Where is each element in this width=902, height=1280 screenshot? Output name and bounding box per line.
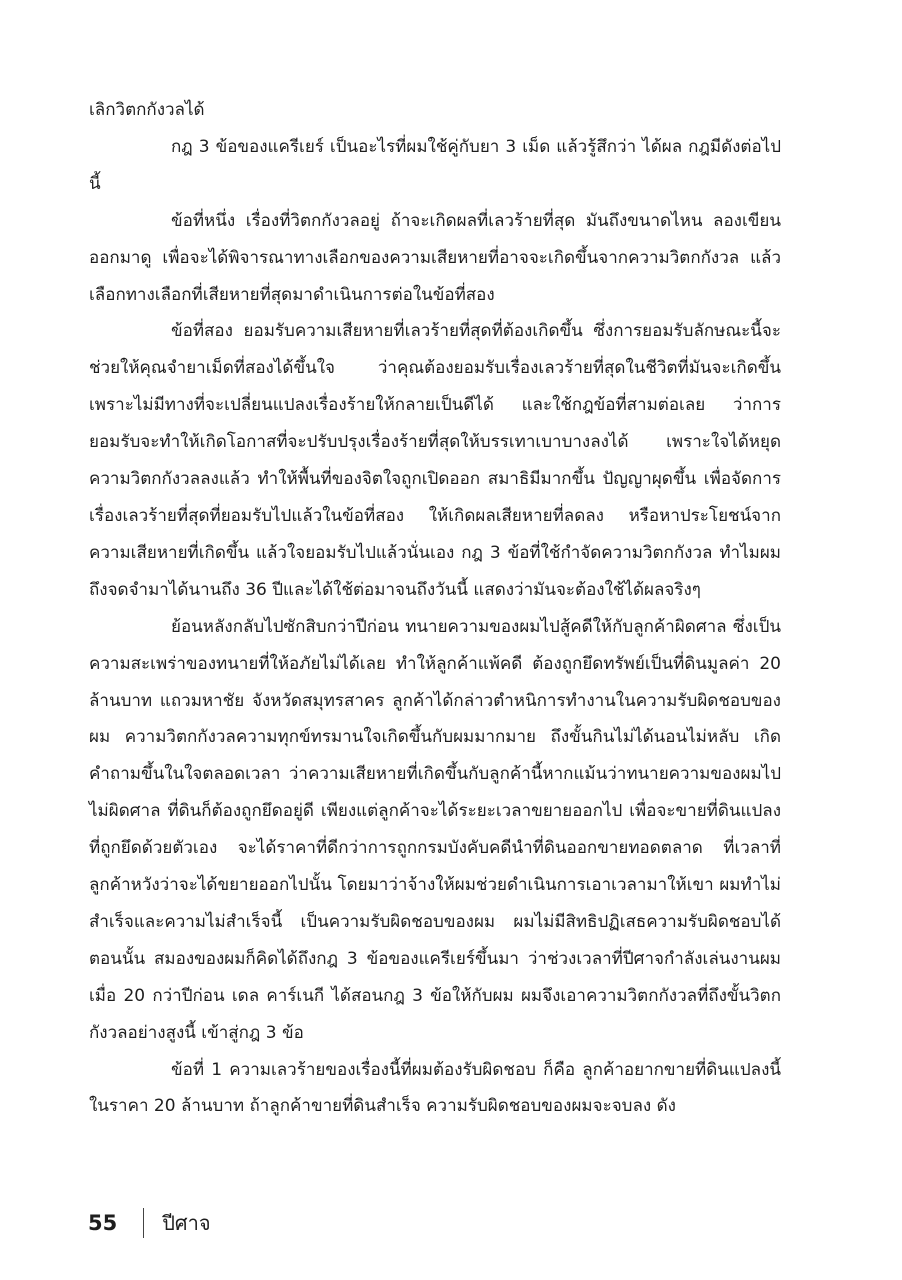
paragraph: ย้อนหลังกลับไปซักสิบกว่าปีก่อน ทนายความของผมไปสู้คดีให้กับลูกค้าผิดศาล ซึ่งเป็นความสะเพร่าของทนายที่ให้อภัยไม่ได้เลย ทำให้ลูกค้าแพ้คดี ต้องถูกยึดทรัพย์เป็นที่ดินมูลค่า 20 ล้านบาท แถวมหาชัย จังหวัดสมุทรสาคร ลูกค้าได้กล่าวตำหนิการทำงานในความรับผิดชอบของผม ความวิตกกังวลความทุกข์ทรมานใจเกิดขึ้นกับผมมากมาย ถึงขั้นกินไม่ได้นอนไม่หลับ เกิดคำถามขึ้นในใจตลอดเวลา ว่าความเสียหายที่เกิดขึ้นกับลูกค้านี้หากแม้นว่าทนายความของผมไปไม่ผิดศาล ที่ดินก็ต้องถูกยึดอยู่ดี เพียงแต่ลูกค้าจะได้ระยะเวลาขยายออกไป เพื่อจะขายที่ดินแปลงที่ถูกยึดด้วยตัวเอง จะได้ราคาที่ดีกว่าการถูกกรมบังคับคดีนำที่ดินออกขายทอดตลาด ที่เวลาที่ลูกค้าหวังว่าจะได้ขยายออกไปนั้น โดยมาว่าจ้างให้ผมช่วยดำเนินการเอาเวลามาให้เขา ผมทำไม่สำเร็จและความไม่สำเร็จนี้ เป็นความรับผิดชอบของผม ผมไม่มีสิทธิปฏิเสธความรับผิดชอบได้ตอนนั้น สมองของผมก็คิดได้ถึงกฎ 3 ข้อของแครีเยร์ขึ้นมา ว่าช่วงเวลาที่ปีศาจกำลังเล่นงานผมเมื่อ 20 กว่าปีก่อน เดล คาร์เนกี ได้สอนกฎ 3 ข้อให้กับผม ผมจึงเอาความวิตกกังวลที่ถึงขั้นวิตกกังวลอย่างสูงนี้ เข้าสู่กฎ 3 ข้อ — [89, 616, 781, 1043]
paragraph: เลิกวิตกกังวลได้ — [89, 100, 205, 120]
page-footer — [88, 1205, 211, 1241]
page-number: 55 — [88, 1211, 118, 1235]
book-title: ปีศาจ — [162, 1211, 211, 1235]
paragraph: กฎ 3 ข้อของแครีเยร์ เป็นอะไรที่ผมใช้คู่กับยา 3 เม็ด แล้วรู้สึกว่า ได้ผล กฎมีดังต่อไปนี้ — [89, 136, 781, 194]
footer-divider — [143, 1208, 144, 1238]
paragraph: ข้อที่สอง ยอมรับความเสียหายที่เลวร้ายที่สุดที่ต้องเกิดขึ้น ซึ่งการยอมรับลักษณะนี้จะช่วยให้คุณจำยาเม็ดที่สองได้ขึ้นใจ ว่าคุณต้องยอมรับเรื่องเลวร้ายที่สุดในชีวิตที่มันจะเกิดขึ้น เพราะไม่มีทางที่จะเปลี่ยนแปลงเรื่องร้ายให้กลายเป็นดีได้ และใช้กฎข้อที่สามต่อเลย ว่าการยอมรับจะทำให้เกิดโอกาสที่จะปรับปรุงเรื่องร้ายที่สุดให้บรรเทาเบาบางลงได้ เพราะใจได้หยุดความวิตกกังวลลงแล้ว ทำให้พื้นที่ของจิตใจถูกเปิดออก สมาธิมีมากขึ้น ปัญญาผุดขึ้น เพื่อจัดการเรื่องเลวร้ายที่สุดที่ยอมรับไปแล้วในข้อที่สอง ให้เกิดผลเสียหายที่ลดลง หรือหาประโยชน์จากความเสียหายที่เกิดขึ้น แล้วใจยอมรับไปแล้วนั่นเอง กฎ 3 ข้อที่ใช้กำจัดความวิตกกังวล ทำไมผมถึงจดจำมาได้นานถึง 36 ปีและได้ใช้ต่อมาจนถึงวันนี้ แสดงว่ามันจะต้องใช้ได้ผลจริงๆ — [89, 321, 781, 600]
body-text — [89, 92, 781, 1125]
paragraph: ข้อที่หนึ่ง เรื่องที่วิตกกังวลอยู่ ถ้าจะเกิดผลที่เลวร้ายที่สุด มันถึงขนาดไหน ลองเขียนออกมาดู เพื่อจะได้พิจารณาทางเลือกของความเสียหายที่อาจจะเกิดขึ้นจากความวิตกกังวล แล้วเลือกทางเลือกที่เสียหายที่สุดมาดำเนินการต่อในข้อที่สอง — [89, 210, 781, 305]
paragraph: ข้อที่ 1 ความเลวร้ายของเรื่องนี้ที่ผมต้องรับผิดชอบ ก็คือ ลูกค้าอยากขายที่ดินแปลงนี้ในราคา 20 ล้านบาท ถ้าลูกค้าขายที่ดินสำเร็จ ความรับผิดชอบของผมจะจบลง ดัง — [89, 1059, 781, 1117]
